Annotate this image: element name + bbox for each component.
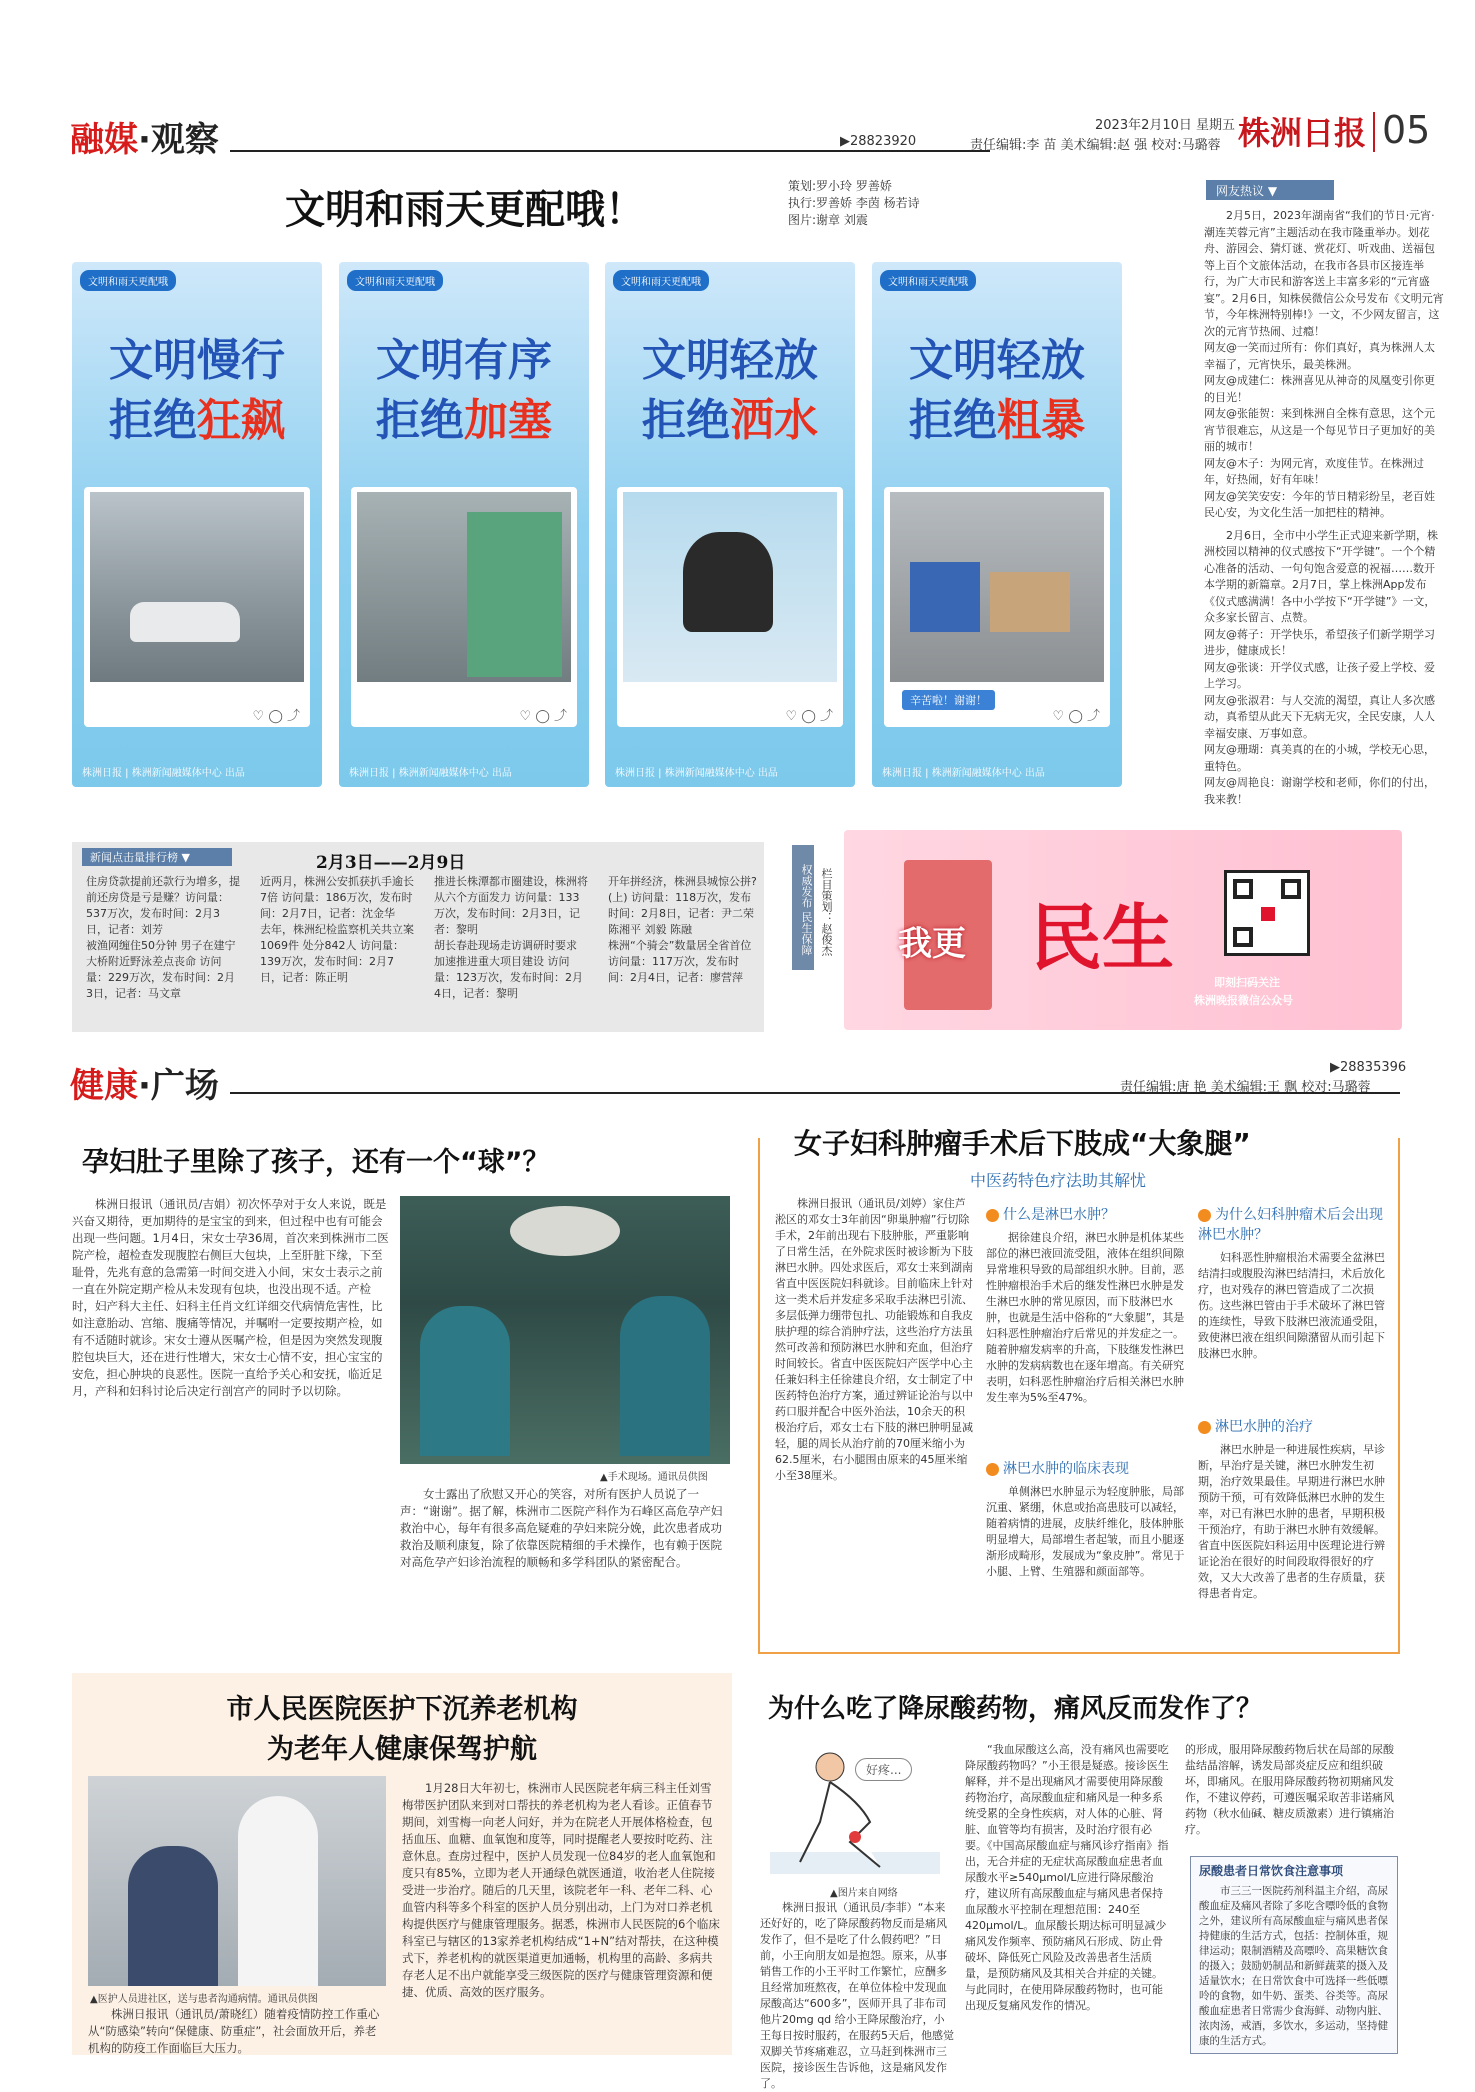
- diet-tips-body: 市三三一医院药剂科温主介绍，高尿酸血症及痛风者除了多吃含嘌呤低的食物之外，建议所有高尿酸血症与痛风患者保持健康的生活方式，包括：控制体重，规律运动；限制酒精及高嘌呤、高果糖饮食的摄入；鼓励奶制品和新鲜蔬菜的摄入及适量饮水；在日常饮食中可选择一些低嘌呤的食物，如牛奶、蛋类、谷类等。高尿酸血症患者日常需少食海鲜、动物内脏、浓肉汤，戒酒，多饮水，多运动，坚持健康的生活方式。: [1199, 1885, 1388, 2047]
- ad-side-label: 权威发布 民生保障: [792, 845, 814, 970]
- ad-banner: [844, 830, 1402, 1030]
- like-icons: ♡ ◯ ⤴: [519, 709, 567, 724]
- poster-4: [872, 262, 1122, 787]
- ranking-col-2: [260, 874, 415, 986]
- poster-tag: 文明和雨天更配哦: [80, 270, 176, 291]
- photo-elderly-care: [88, 1776, 386, 1986]
- netizen-para: 2月6日，全市中小学生正式迎来新学期，株洲校园以精神的仪式感按下“开学键”。一个个精心准备的活动、一句句饱含爱意的祝福……数开本学期的新篇章。2月7日，掌上株洲App发布《仪式感满满！各中小学按下“开学键”》一文，众多家长留言、点赞。: [1204, 528, 1438, 624]
- article-3-title-line: 市人民医院医护下沉养老机构: [226, 1694, 578, 1725]
- poster-3: [605, 262, 855, 787]
- netizen-para: 网友@成建仁：株洲喜见从神奇的凤凰变引你更的目光！: [1204, 374, 1435, 404]
- like-icons: ♡ ◯ ⤴: [785, 709, 833, 724]
- netizen-para: 网友@蒋子：开学快乐，希望孩子们新学期学习进步，健康成长！: [1204, 627, 1435, 657]
- poster-line2: [872, 384, 1122, 448]
- poster-line1: 文明轻放: [642, 335, 818, 386]
- poster-tag: 文明和雨天更配哦: [347, 270, 443, 291]
- thanks-badge: 辛苦啦！谢谢！: [902, 690, 995, 710]
- ranking-col-4: [608, 874, 758, 986]
- poster-tag: 文明和雨天更配哦: [613, 270, 709, 291]
- chevron-down-icon: ▼: [1267, 184, 1278, 198]
- ranking-item[interactable]: 胡长春赴现场走访调研时要求 加速推进重大项目建设 访问量：123万次，发布时间：2月4日，记者：黎明: [434, 939, 583, 1000]
- subheading-text: 什么是淋巴水肿？: [1003, 1207, 1115, 1223]
- section-name: 融媒: [70, 120, 138, 160]
- phone: ▶28835396: [1330, 1060, 1407, 1075]
- poster-line2a: 拒绝: [376, 395, 464, 446]
- poster-line2b: 洒水: [730, 395, 818, 446]
- ad-brand: 我更: [898, 924, 966, 964]
- paper-logo: 株洲日报: [1238, 114, 1367, 152]
- ranking-item[interactable]: 去年，株洲纪检监察机关共立案1069件 处分842人 访问量：139万次，发布时间：2月7日，记者：陈正明: [260, 923, 414, 984]
- credit-line: 执行:罗善娇 李茵 杨若诗: [788, 196, 920, 210]
- article-1-body: 株洲日报讯（通讯员/吉娟）初次怀孕对于女人来说，既是兴奋又期待，更加期待的是宝宝的到来，但过程中也有可能会出现一些问题。1月4日，宋女士孕36周，首次来到株洲市二医院产检，超检查发现腹腔右侧巨大包块，上至肝脏下缘，下至耻骨，先兆有意的急需第一时间交进入小间，宋女士表示之前一直在外院定期产检从未发现有包块，也没出现不适。产检时，妇产科大主任、妇科主任肖文红详细交代病情危害性，比如注意胎动、宫缩、腹痛等情况，并嘱咐一定要按期产检，如有不适随时就诊。宋女士遵从医嘱产检，但是因为突然发现腹腔包块巨大，还在进行性增大，宋女士心情不安，担心宝宝的安危，担心肿块的良恶性。医院一直给予关心和安抚，临近足月，产科和妇科讨论后决定行剖宫产的同时予以切除。: [72, 1197, 389, 1398]
- article-4-title: 为什么吃了降尿酸药物，痛风反而发作了？: [768, 1694, 1263, 1724]
- credit-line: 图片:谢章 刘震: [788, 213, 868, 227]
- ranking-range: 2月3日——2月9日: [316, 853, 466, 873]
- like-icons: ♡ ◯ ⤴: [1052, 709, 1100, 724]
- ranking-item[interactable]: 推进长株潭都市圈建设，株洲将从六个方面发力 访问量：133万次，发布时间：2月3日，记者：黎明: [434, 875, 588, 936]
- diet-tips-title: 尿酸患者日常饮食注意事项: [1199, 1864, 1344, 1878]
- netizen-label: [1206, 180, 1334, 200]
- article-2-para: 淋巴水肿是一种进展性疾病，早诊断，早治疗是关键，淋巴水肿发生初期，治疗效果最佳。早期进行淋巴水肿预防干预，可有效降低淋巴水肿的发生率，对已有淋巴水肿的患者，早期积极干预治疗，有助于淋巴水肿有效缓解。省直中医医院妇科运用中医理论进行辨证论治在很好的时间段取得很好的疗效，又大大改善了患者的生存质量，获得患者肯定。: [1198, 1443, 1385, 1600]
- speech-bubble: 好疼...: [855, 1758, 912, 1781]
- subheading: [1198, 1416, 1390, 1436]
- ranking-item[interactable]: 近两月，株洲公安抓获扒手逾长7倍 访问量：186万次，发布时间：2月7日，记者：沈金华: [260, 875, 414, 920]
- qr-code[interactable]: [1224, 870, 1310, 956]
- bullet-icon: [986, 1209, 999, 1222]
- netizen-para: 网友@张淑君：与人交流的渴望，真让人多次感动，真希望从此天下无病无灾，全民安康，人人幸福安康、万事如意。: [1204, 693, 1435, 740]
- article-2-title: 女子妇科肿瘤手术后下肢成“大象腿”: [788, 1122, 1257, 1162]
- poster-line1: 文明轻放: [909, 335, 1085, 386]
- poster-line2: [72, 384, 322, 448]
- ad-credit: 栏目策划：赵俊杰: [820, 868, 833, 956]
- subheading: [1198, 1204, 1390, 1244]
- subheading-text: 淋巴水肿的治疗: [1215, 1419, 1313, 1435]
- netizen-label-text: 网友热议: [1216, 184, 1265, 198]
- article-2-subtitle: 中医药特色疗法助其解忧: [970, 1171, 1147, 1190]
- photo-caption: ▲图片来自网络: [830, 1888, 898, 1899]
- section-title: 健康·广场: [70, 1066, 219, 1106]
- phone: ▶28823920: [840, 134, 917, 149]
- editors: 责任编辑:李 苗 美术编辑:赵 强 校对:马璐蓉: [970, 138, 1221, 153]
- poster-line1: 文明有序: [376, 335, 552, 386]
- netizen-para: 网友@周艳良：谢谢学校和老师，你们的付出，我来教！: [1204, 776, 1435, 806]
- section-title: 融媒·观察: [70, 120, 219, 160]
- illustration-knee-pain: [760, 1742, 950, 1882]
- poster-line2: [605, 384, 855, 448]
- poster-footer: 株洲日报 | 株洲新闻融媒体中心 出品: [615, 768, 778, 779]
- article-3-body: 1月28日大年初七，株洲市人民医院老年病三科主任刘雪梅带医护团队来到对口帮扶的养老机构为老人看诊。正值春节期间，刘雪梅一向老人问好，并为在院老人开展体格检查，包括血压、血糖、血氧饱和度等，同时提醒老人要按时吃药、注意休息。查房过程中，医护人员发现一位84岁的老人血氧饱和度只有85%，立即为老人开通绿色就医通道，收治老人住院接受进一步治疗。随后的几天里，该院老年一科、老年二科、心血管内科等多个科室的医护人员分别出动，上门为对口养老机构提供医疗与健康管理服务。据悉，株洲市人民医院的6个临床科室已与辖区的13家养老机构结成“1+N”结对帮扶，在这种模式下，养老机构的就医渠道更加通畅，机构里的高龄、多病共存老人足不出户就能享受三级医院的医疗与健康管理资源和便捷、优质、高效的医疗服务。: [402, 1781, 720, 1999]
- poster-line2a: 拒绝: [642, 395, 730, 446]
- photo-caption: ▲医护人员进社区，送与患者沟通病情。通讯员供图: [90, 1994, 318, 2005]
- ranking-label-text: 新闻点击量排行榜: [90, 851, 178, 864]
- photo-bus-queue: [357, 492, 571, 682]
- section-sub: 广场: [150, 1066, 219, 1106]
- credit-line: 策划:罗小玲 罗善娇: [788, 179, 892, 193]
- article-1-title: 孕妇肚子里除了孩子，还有一个“球”？: [82, 1147, 550, 1178]
- poster-2: [339, 262, 589, 787]
- chevron-down-icon: ▼: [181, 851, 190, 864]
- subheading-text: 淋巴水肿的临床表现: [1003, 1461, 1129, 1477]
- netizen-comments: [1204, 208, 1444, 823]
- netizen-para: 网友@一笑而过所有：你们真好，真为株洲人太幸福了，元宵快乐，最美株洲。: [1204, 341, 1435, 371]
- photo-umbrella: [623, 492, 837, 682]
- article-4-body-2: “我血尿酸这么高，没有痛风也需要吃降尿酸药物吗？”小王很是疑惑。接诊医生解释，并不是出现痛风才需要使用降尿酸药物治疗，高尿酸血症和痛风是一种多系统受累的全身性疾病，对人体的心脏、肾脏、血管等均有损害，及时治疗很有必要。《中国高尿酸血症与痛风诊疗指南》指出，无合并症的无症状高尿酸血症患者血尿酸水平≥540μmol/L应进行降尿酸治疗，建议所有高尿酸血症与痛风患者保持血尿酸水平控制在理想范围：240至420μmol/L。血尿酸长期达标可明显减少痛风发作频率、预防痛风石形成、防止骨破坏、降低死亡风险及改善患者生活质量，是预防痛风及其相关合并症的关键。与此同时，在使用降尿酸药物时，也可能出现反复痛风发作的情况。: [965, 1743, 1169, 2012]
- poster-footer: 株洲日报 | 株洲新闻融媒体中心 出品: [82, 768, 245, 779]
- article-2-col-3: [1198, 1198, 1390, 1648]
- netizen-para: 网友@珊瑚：真美真的在的小城，学校无心思，重特色。: [1204, 743, 1435, 773]
- ad-title: 民生: [1030, 896, 1175, 980]
- poster-footer: 株洲日报 | 株洲新闻融媒体中心 出品: [349, 768, 512, 779]
- editors: 责任编辑:唐 艳 美术编辑:王 飘 校对:马璐蓉: [1120, 1080, 1371, 1095]
- ranking-label: [82, 848, 232, 866]
- feature-credits: [788, 178, 920, 229]
- article-3-lead: 株洲日报讯（通讯员/萧晓红）随着疫情防控工作重心从“防感染”转向“保健康、防重症”，社会面放开后，养老机构的防疫工作面临巨大压力。: [88, 2007, 380, 2055]
- poster-line2a: 拒绝: [909, 395, 997, 446]
- ranking-col-1: [86, 874, 241, 1002]
- poster-line2a: 拒绝: [109, 395, 197, 446]
- subheading-text: 为什么妇科肿瘤术后会出现淋巴水肿？: [1198, 1207, 1383, 1243]
- photo-surgery: [400, 1196, 730, 1464]
- netizen-para: 网友@笑笑安安：今年的节日精彩纷呈，老百姓民心安，为文化生活一加把柱的精神。: [1204, 489, 1435, 519]
- photo-delivery: [890, 492, 1104, 682]
- ranking-item[interactable]: 开年拼经济，株洲县城惊公拼?(上) 访问量：118万次，发布时间：2月8日，记者：尹二荣 陈湘平 刘毅 陈融: [608, 875, 757, 936]
- feature-title: 文明和雨天更配哦！: [285, 187, 645, 233]
- article-4-body-3: 的形成，服用降尿酸药物后状在局部的尿酸盐结晶溶解，诱发局部炎症反应和组织破坏，即痛风。在服用降尿酸药物初期痛风发作，不建议停药，可遵医嘱采取苦非诺痛风药物（秋水仙碱、糖皮质激素）进行镇痛治疗。: [1185, 1743, 1394, 1836]
- article-2-para: 单侧淋巴水肿显示为轻度肿胀，局部沉重、紧绷，休息或抬高患肢可以减轻，随着病情的进展，皮肤纤维化，肢体肿胀明显增大，局部增生者起皱，而且小腿逐渐形成畸形，发展成为“象皮肿”。常见于小腿、上臂、生殖器和颜面部等。: [986, 1485, 1185, 1578]
- person-knee-pain-icon: [760, 1742, 950, 1882]
- bullet-icon: [1198, 1421, 1211, 1434]
- date: 2023年2月10日 星期五: [1095, 118, 1236, 133]
- like-icons: ♡ ◯ ⤴: [252, 709, 300, 724]
- ranking-item[interactable]: 住房贷款提前还款行为增多，提前还房贷是亏是赚？访问量：537万次，发布时间：2月3日，记者：刘芳: [86, 875, 240, 936]
- poster-1: [72, 262, 322, 787]
- article-4-body: 株洲日报讯（通讯员/李菲）“本来还好好的，吃了降尿酸药物反而是痛风发作了，但不是吃了什么假药吧？”日前，小王向朋友如是抱怨。原来，从事销售工作的小王平时工作繁忙，应酬多且经常加班熬夜，在单位体检中发现血尿酸高达“600多”，医师开具了非布司他片20mg qd 给小王降尿酸治疗，小王每日按时服药，在服药5天后，他感觉双脚关节疼痛难忍，立马赶到株洲市三医院，接诊医生告诉他，这是痛风发作了。: [760, 1901, 954, 2090]
- subheading: [986, 1458, 1186, 1478]
- netizen-para: 网友@张谈：开学仪式感，让孩子爱上学校、爱上学习。: [1204, 660, 1435, 690]
- poster-tag: 文明和雨天更配哦: [880, 270, 976, 291]
- bullet-icon: [986, 1463, 999, 1476]
- page-header: [70, 108, 1431, 162]
- subheading: [986, 1204, 1186, 1224]
- ranking-box: [72, 842, 764, 1032]
- article-2-para: 据徐建良介绍，淋巴水肿是机体某些部位的淋巴液回流受阻，液体在组织间隙异常堆积导致的局部组织水肿。目前，恶性肿瘤根治手术后的继发性淋巴水肿是发生淋巴水肿的常见原因，而下肢淋巴水肿，也就是生活中俗称的“大象腿”，其是妇科恶性肿瘤治疗后常见的并发症之一。随着肿瘤发病率的升高，下肢继发性淋巴水肿的发病病数也在逐年增高。有关研究表明，妇科恶性肿瘤治疗后相关淋巴水肿发生率为5%至47%。: [986, 1231, 1185, 1404]
- poster-line2b: 狂飙: [197, 395, 285, 446]
- poster-line2: [339, 384, 589, 448]
- section-sub: 观察: [150, 120, 219, 160]
- netizen-para: 网友@张能贺：来到株洲自全株有意思，这个元宵节很难忘，从这是一个每见节日子更加好的美丽的城市！: [1204, 407, 1435, 453]
- ranking-item[interactable]: 株洲“个骑会”数量居全省首位 访问量：117万次，发布时间：2月4日，记者：廖营萍: [608, 939, 752, 984]
- poster-line1: 文明慢行: [109, 335, 285, 386]
- article-3-title: [72, 1690, 732, 1770]
- ranking-col-3: [434, 874, 589, 1002]
- article-1-body-2: 女士露出了欣慰又开心的笑容，对所有医护人员说了一声：“谢谢”。据了解，株洲市二医院产科作为石峰区高危孕产妇救治中心，每年有很多高危疑难的孕妇来院分娩，此次患者成功救治及顺利康复，除了依靠医院精细的手术操作，也有赖于医院对高危孕产妇诊治流程的顺畅和多学科团队的紧密配合。: [400, 1487, 723, 1569]
- photo-caption: ▲手术现场。通讯员供图: [600, 1472, 708, 1483]
- poster-footer: 株洲日报 | 株洲新闻融媒体中心 出品: [882, 768, 1045, 779]
- ad-caption: 株洲晚报微信公众号: [1194, 994, 1293, 1007]
- article-3-title-line: 为老年人健康保驾护航: [267, 1734, 537, 1765]
- diet-tips-box: [1190, 1856, 1398, 2054]
- page-number: 05: [1382, 108, 1431, 152]
- article-2-col-2: [986, 1198, 1186, 1648]
- netizen-para: 2月5日，2023年湖南省“我们的节日·元宵·潮连芙蓉元宵”主题活动在我市隆重举办。划花舟、游园会、猜灯谜、赏花灯、听戏曲、送福包等上百个文旅体活动，在我市各县市区接连举行，为广大市民和游客送上丰富多彩的“元宵盛宴”。2月6日，知株侯微信公众号发布《文明元宵节，今年株洲特别棒!》一文，不少网友留言，这次的元宵节热闹、过瘾！: [1204, 209, 1444, 338]
- health-header: [70, 1058, 1407, 1106]
- poster-line2b: 粗暴: [997, 395, 1085, 446]
- ad-caption: 即刻扫码关注: [1214, 976, 1280, 989]
- netizen-para: 网友@木子：为网元宵，欢度佳节。在株洲过年，好热闹，好有年味！: [1204, 456, 1424, 486]
- section-name: 健康: [70, 1066, 138, 1106]
- poster-line2b: 加塞: [464, 395, 552, 446]
- ranking-item[interactable]: 被渔网缠住50分钟 男子在建宁大桥附近野泳差点丧命 访问量：229万次，发布时间：2月3日，记者：马文章: [86, 939, 236, 1000]
- article-2-para: 妇科恶性肿瘤根治术需要全盆淋巴结清扫或腹股沟淋巴结清扫，术后放化疗，也对残存的淋巴管造成了二次损伤。这些淋巴管由于手术破坏了淋巴管的连续性，导致下肢淋巴液流通受阻，致使淋巴液在组织间隙潴留从而引起下肢淋巴水肿。: [1198, 1251, 1385, 1360]
- photo-rain-car: [90, 492, 304, 682]
- bullet-icon: [1198, 1209, 1211, 1222]
- article-2-intro: 株洲日报讯（通讯员/刘婷）家住芦淞区的邓女士3年前因“卵巢肿瘤”行切除手术，2年前出现右下肢肿胀，严重影响了日常生活，在外院求医时被诊断为下肢淋巴水肿。四处求医后，邓女士来到湖南省直中医医院妇科就诊。目前临床上针对这一类术后并发症多采取手法淋巴引流、多层低弹力绷带包扎、功能锻炼和自我皮肤护理的综合消肿疗法，这些治疗方法虽然可改善和预防淋巴水肿和充血，但治疗时间较长。省直中医医院妇产医学中心主任兼妇科主任徐建良介绍，女士制定了中医药特色治疗方案，通过辨证论治与以中药口服并配合中医外治法，10余天的积极治疗后，邓女士右下肢的淋巴肿明显减轻，腿的周长从治疗前的70厘米缩小为62.5厘米，右小腿围由原来的45厘米缩小至38厘米。: [775, 1197, 973, 1482]
